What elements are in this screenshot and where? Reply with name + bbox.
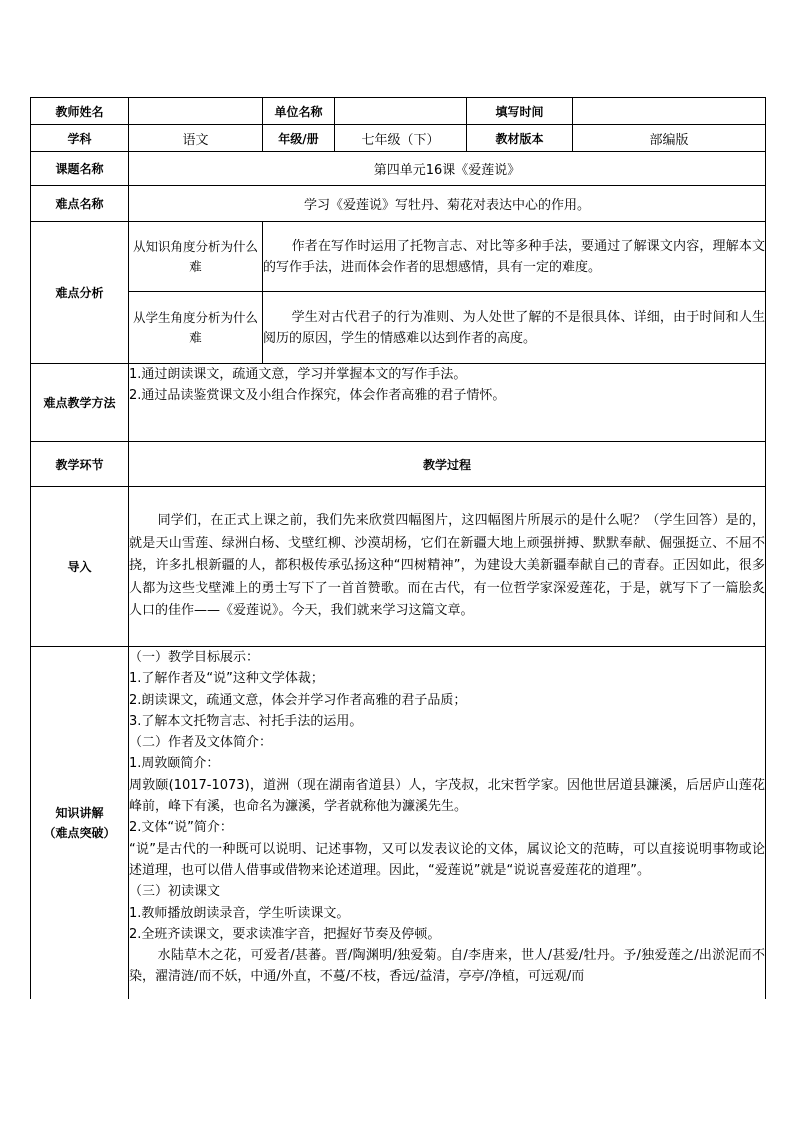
student-angle-paragraph: 学生对古代君子的行为准则、为人处世了解的不是很具体、详细，由于时间和人生阅历的原因，学生的情感难以达到作者的高度。 (263, 309, 765, 346)
subject-label: 学科 (31, 125, 129, 152)
teacher-name-value (129, 98, 263, 125)
difficulty-value: 学习《爱莲说》写牡丹、菊花对表达中心的作用。 (129, 186, 766, 222)
process-header: 教学过程 (129, 442, 766, 487)
method-item: 1.通过朗读课文，疏通文意，学习并掌握本文的写作手法。 (129, 367, 467, 382)
knowledge-content (129, 647, 766, 999)
knowledge-label-cell (31, 647, 129, 999)
unit-name-value (335, 98, 467, 125)
edition-value: 部编版 (573, 125, 766, 152)
knowledge-label: 知识讲解 (55, 805, 104, 820)
knowledge-row (31, 647, 766, 999)
topic-row (31, 152, 766, 186)
stage-header: 教学环节 (31, 442, 129, 487)
grade-label: 年级/册 (263, 125, 335, 152)
knowledge-angle-label: 从知识角度分析为什么难 (129, 222, 263, 292)
teacher-name-label: 教师姓名 (31, 98, 129, 125)
knowledge-label-sub: （难点突破） (43, 825, 116, 840)
fill-date-value (573, 98, 766, 125)
knowledge-line: “说”是古代的一种既可以说明、记述事物，又可以发表议论的文体，属议论文的范畴，可以直接说明事物或论述道理，也可以借人借事或借物来论述道理。因此，“爱莲说”就是“说说喜爱莲花的道理”。 (129, 841, 765, 878)
methods-label: 难点教学方法 (31, 364, 129, 442)
grade-value: 七年级（下） (335, 125, 467, 152)
knowledge-line: （三）初读课文 (129, 884, 221, 900)
process-header-row (31, 442, 766, 487)
intro-row (31, 487, 766, 647)
intro-content (129, 487, 766, 647)
knowledge-line: 1.了解作者及“说”这种文学体裁； (129, 671, 324, 687)
edition-label: 教材版本 (467, 125, 573, 152)
student-angle-text (263, 292, 766, 364)
knowledge-line: 周敦颐(1017-1073)，道洲（现在湖南省道县）人，字茂叔，北宋哲学家。因他世居道县濂溪，后居庐山莲花峰前，峰下有溪，也命名为濂溪，学者就称他为濂溪先生。 (129, 777, 765, 815)
knowledge-line: 1.教师播放朗读录音，学生听读课文。 (129, 905, 350, 921)
knowledge-line: 3.了解本文托物言志、衬托手法的运用。 (129, 713, 363, 729)
intro-paragraph: 同学们，在正式上课之前，我们先来欣赏四幅图片，这四幅图片所展示的是什么呢？（学生回答）是的，就是天山雪莲、绿洲白杨、戈壁红柳、沙漠胡杨，它们在新疆大地上顽强拼搏、默默奉献、倔强挺立、不屈不挠，许多扎根新疆的人，都积极传承弘扬这种“四树精神”，为建设大美新疆奉献自己的青春。正因如此，很多人都为这些戈壁滩上的勇士写下了一首首赞歌。而在古代，有一位哲学家深爱莲花，于是，就写下了一篇脍炙人口的佳作——《爱莲说》。今天，我们就来学习这篇文章。 (129, 513, 765, 619)
methods-row (31, 364, 766, 442)
knowledge-line: 2.朗读课文，疏通文意，体会并学习作者高雅的君子品质； (129, 692, 467, 708)
analysis-knowledge-row (31, 222, 766, 292)
knowledge-angle-paragraph: 作者在写作时运用了托物言志、对比等多种手法，要通过了解课文内容，理解本文的写作手法，进而体会作者的思想感情，具有一定的难度。 (263, 238, 765, 275)
fill-date-label: 填写时间 (467, 98, 573, 125)
passage-text: 水陆草木之花，可爱者/甚蕃。晋/陶渊明/独爱菊。自/李唐来，世人/甚爱/牡丹。予/独爱莲之/出淤泥而不染，濯清涟/而不妖，中通/外直，不蔓/不枝，香远/益清，亭亭/净植，可远观/而 (129, 948, 765, 985)
intro-label: 导入 (31, 487, 129, 647)
topic-value: 第四单元16课《爱莲说》 (129, 152, 766, 186)
methods-content (129, 364, 766, 442)
knowledge-line: 2.文体“说”简介： (129, 820, 233, 836)
knowledge-angle-text (263, 222, 766, 292)
header-row (31, 98, 766, 125)
unit-name-label: 单位名称 (263, 98, 335, 125)
subject-value: 语文 (129, 125, 263, 152)
difficulty-label: 难点名称 (31, 186, 129, 222)
method-item: 2.通过品读鉴赏课文及小组合作探究，体会作者高雅的君子情怀。 (129, 388, 506, 403)
knowledge-line: （二）作者及文体简介： (129, 735, 273, 751)
analysis-label: 难点分析 (31, 222, 129, 364)
knowledge-line: （一）教学目标展示： (129, 650, 260, 665)
knowledge-line: 2.全班齐读课文，要求读准字音，把握好节奏及停顿。 (129, 926, 441, 942)
info-row (31, 125, 766, 152)
lesson-plan-table (30, 97, 766, 999)
topic-label: 课题名称 (31, 152, 129, 186)
difficulty-row (31, 186, 766, 222)
knowledge-line: 1.周敦颐简介： (129, 756, 220, 772)
analysis-student-row (31, 292, 766, 364)
student-angle-label: 从学生角度分析为什么难 (129, 292, 263, 364)
